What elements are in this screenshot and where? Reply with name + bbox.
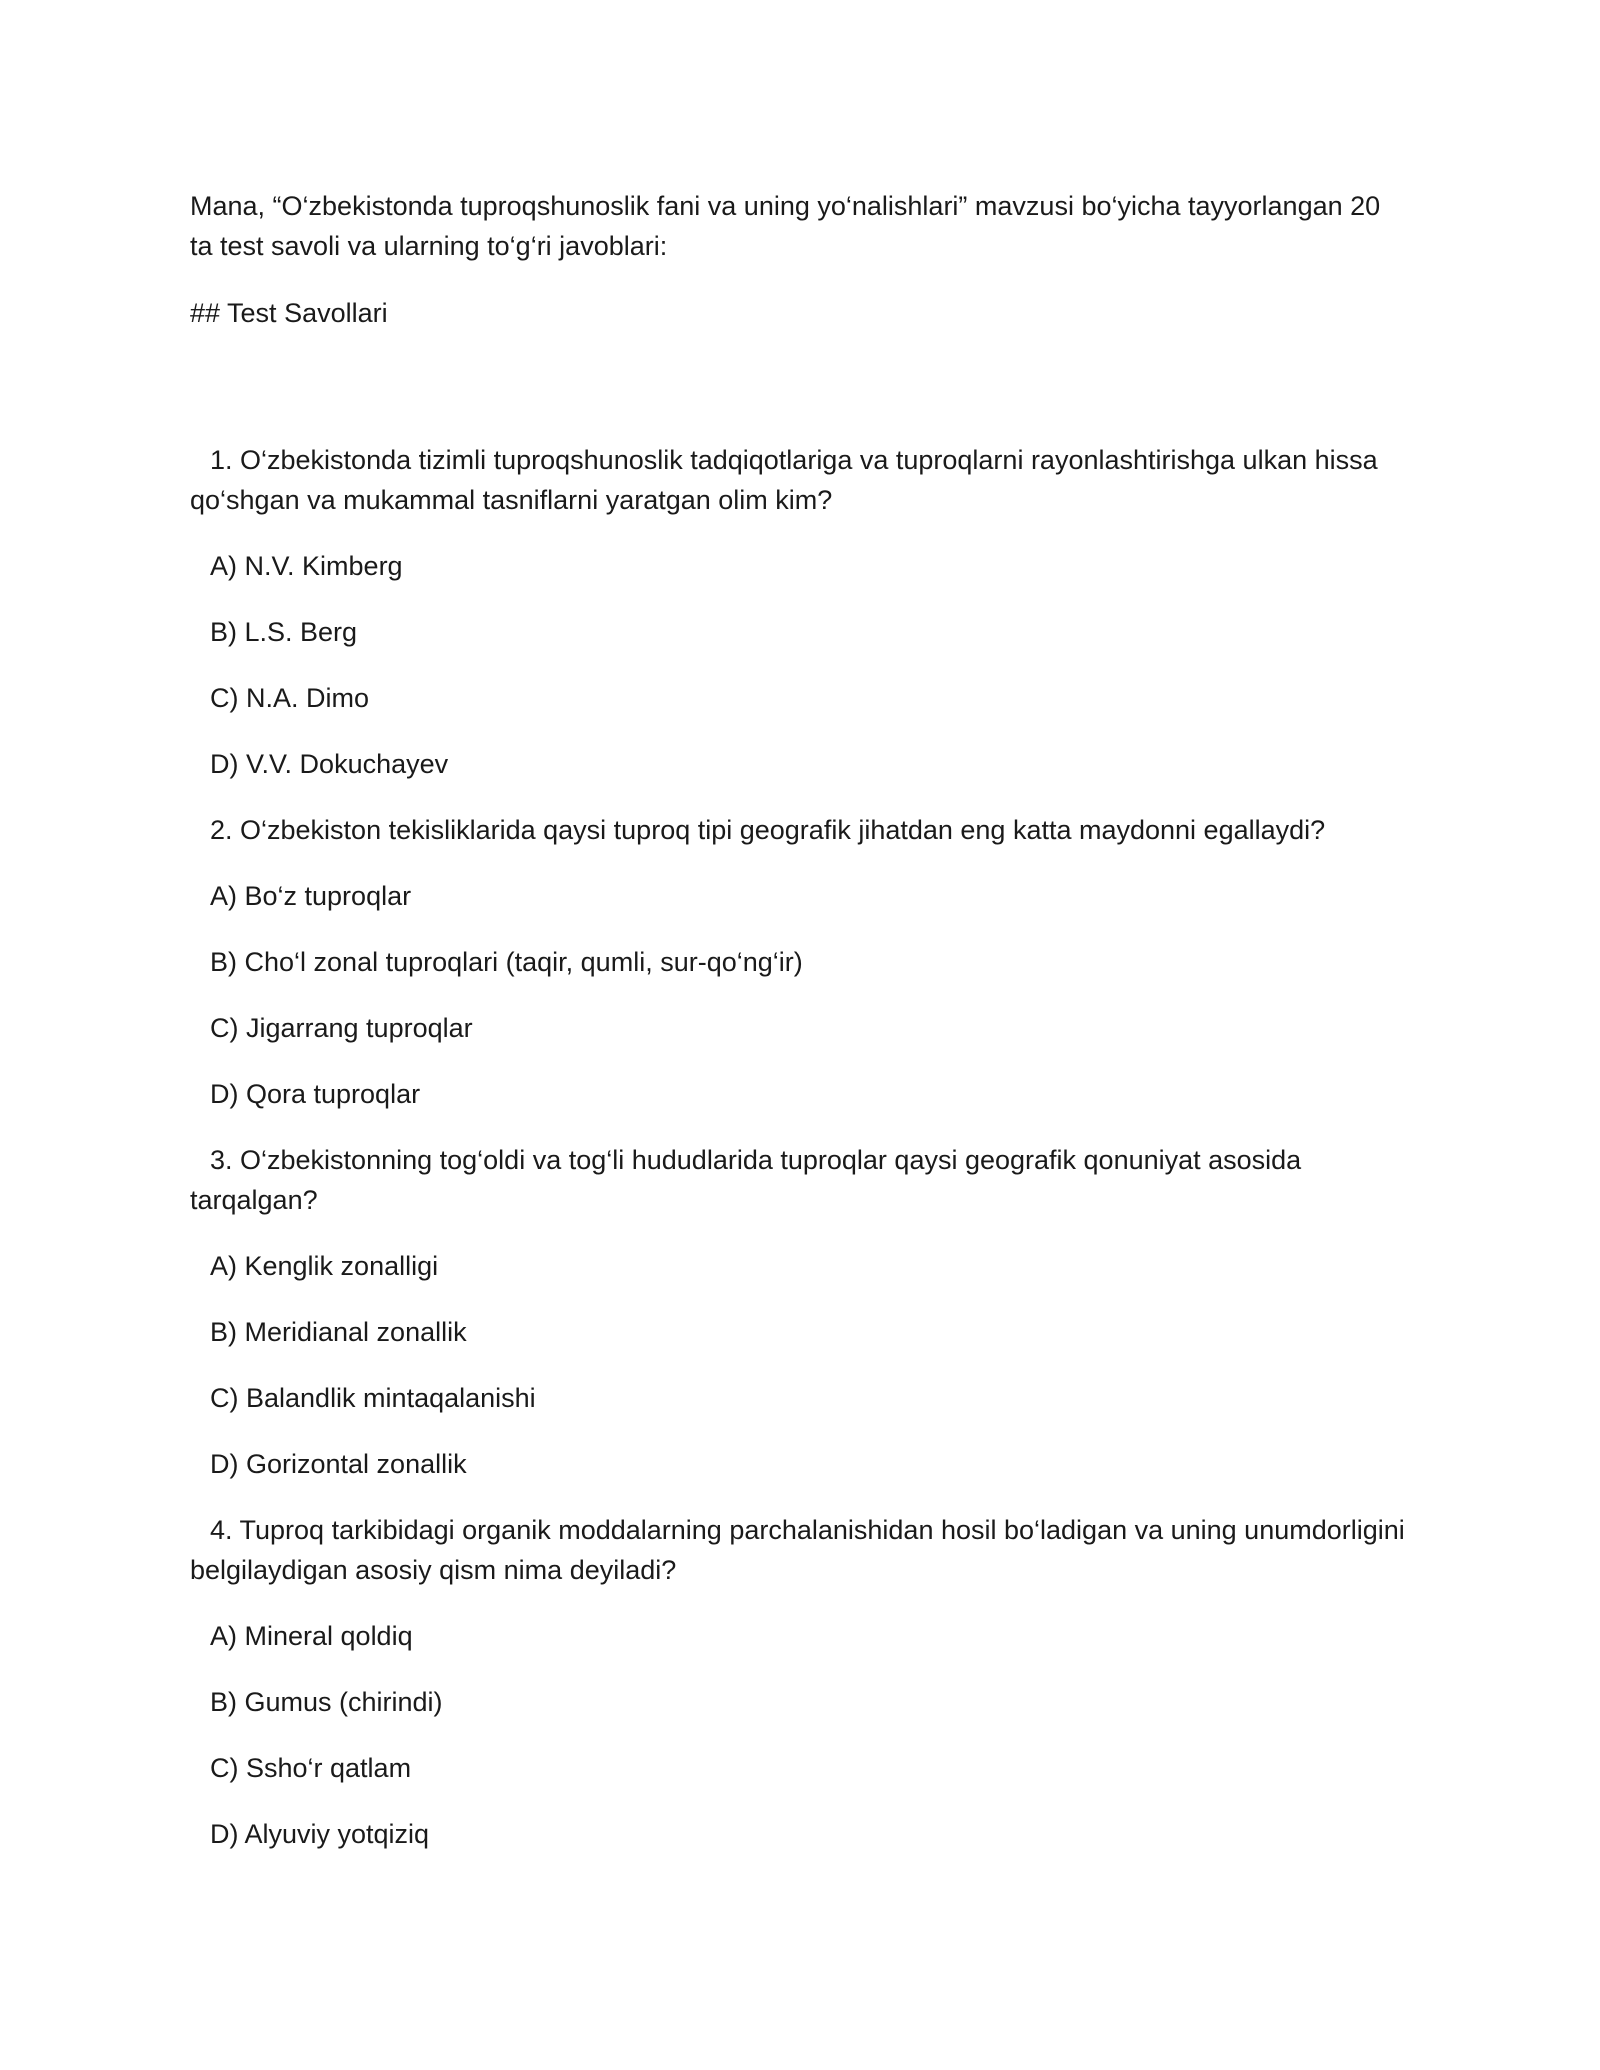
question-1-option-a: A) N.V. Kimberg xyxy=(210,551,403,581)
document-body xyxy=(190,186,1410,1880)
question-2-option-c: C) Jigarrang tuproqlar xyxy=(210,1013,473,1043)
question-3-option-a: A) Kenglik zonalligi xyxy=(210,1251,439,1281)
question-1: 1. O‘zbekistonda tizimli tuproqshunoslik tadqiqotlariga va tuproqlarni rayonlashtirishga ulkan hissa qo‘shgan va mukammal tasniflarni yaratgan olim kim? xyxy=(190,445,1378,515)
question-2-option-b: B) Cho‘l zonal tuproqlari (taqir, qumli, sur-qo‘ng‘ir) xyxy=(210,947,803,977)
question-1-option-d: D) V.V. Dokuchayev xyxy=(210,749,449,779)
question-3: 3. O‘zbekistonning tog‘oldi va tog‘li hududlarida tuproqlar qaysi geografik qonuniyat asosida tarqalgan? xyxy=(190,1145,1302,1215)
question-1-option-b: B) L.S. Berg xyxy=(210,617,358,647)
question-2-option-a: A) Bo‘z tuproqlar xyxy=(210,881,412,911)
question-3-option-c: C) Balandlik mintaqalanishi xyxy=(210,1383,536,1413)
question-2-option-d: D) Qora tuproqlar xyxy=(210,1079,421,1109)
question-1-option-c: C) N.A. Dimo xyxy=(210,683,370,713)
section-heading: ## Test Savollari xyxy=(190,298,388,328)
intro-paragraph: Mana, “O‘zbekistonda tuproqshunoslik fani va uning yo‘nalishlari” mavzusi bo‘yicha tayyorlangan 20 ta test savoli va ularning to‘g‘ri javoblari: xyxy=(190,191,1381,261)
question-4: 4. Tuproq tarkibidagi organik moddalarning parchalanishidan hosil bo‘ladigan va uning unumdorligini belgilaydigan asosiy qism nima deyiladi? xyxy=(190,1515,1405,1585)
question-4-option-a: A) Mineral qoldiq xyxy=(210,1621,413,1651)
question-4-option-d: D) Alyuviy yotqiziq xyxy=(210,1819,430,1849)
question-4-option-b: B) Gumus (chirindi) xyxy=(210,1687,443,1717)
question-3-option-b: B) Meridianal zonallik xyxy=(210,1317,467,1347)
question-2: 2. O‘zbekiston tekisliklarida qaysi tuproq tipi geografik jihatdan eng katta maydonni egallaydi? xyxy=(210,815,1326,845)
question-3-option-d: D) Gorizontal zonallik xyxy=(210,1449,467,1479)
question-4-option-c: C) Ssho‘r qatlam xyxy=(210,1753,412,1783)
